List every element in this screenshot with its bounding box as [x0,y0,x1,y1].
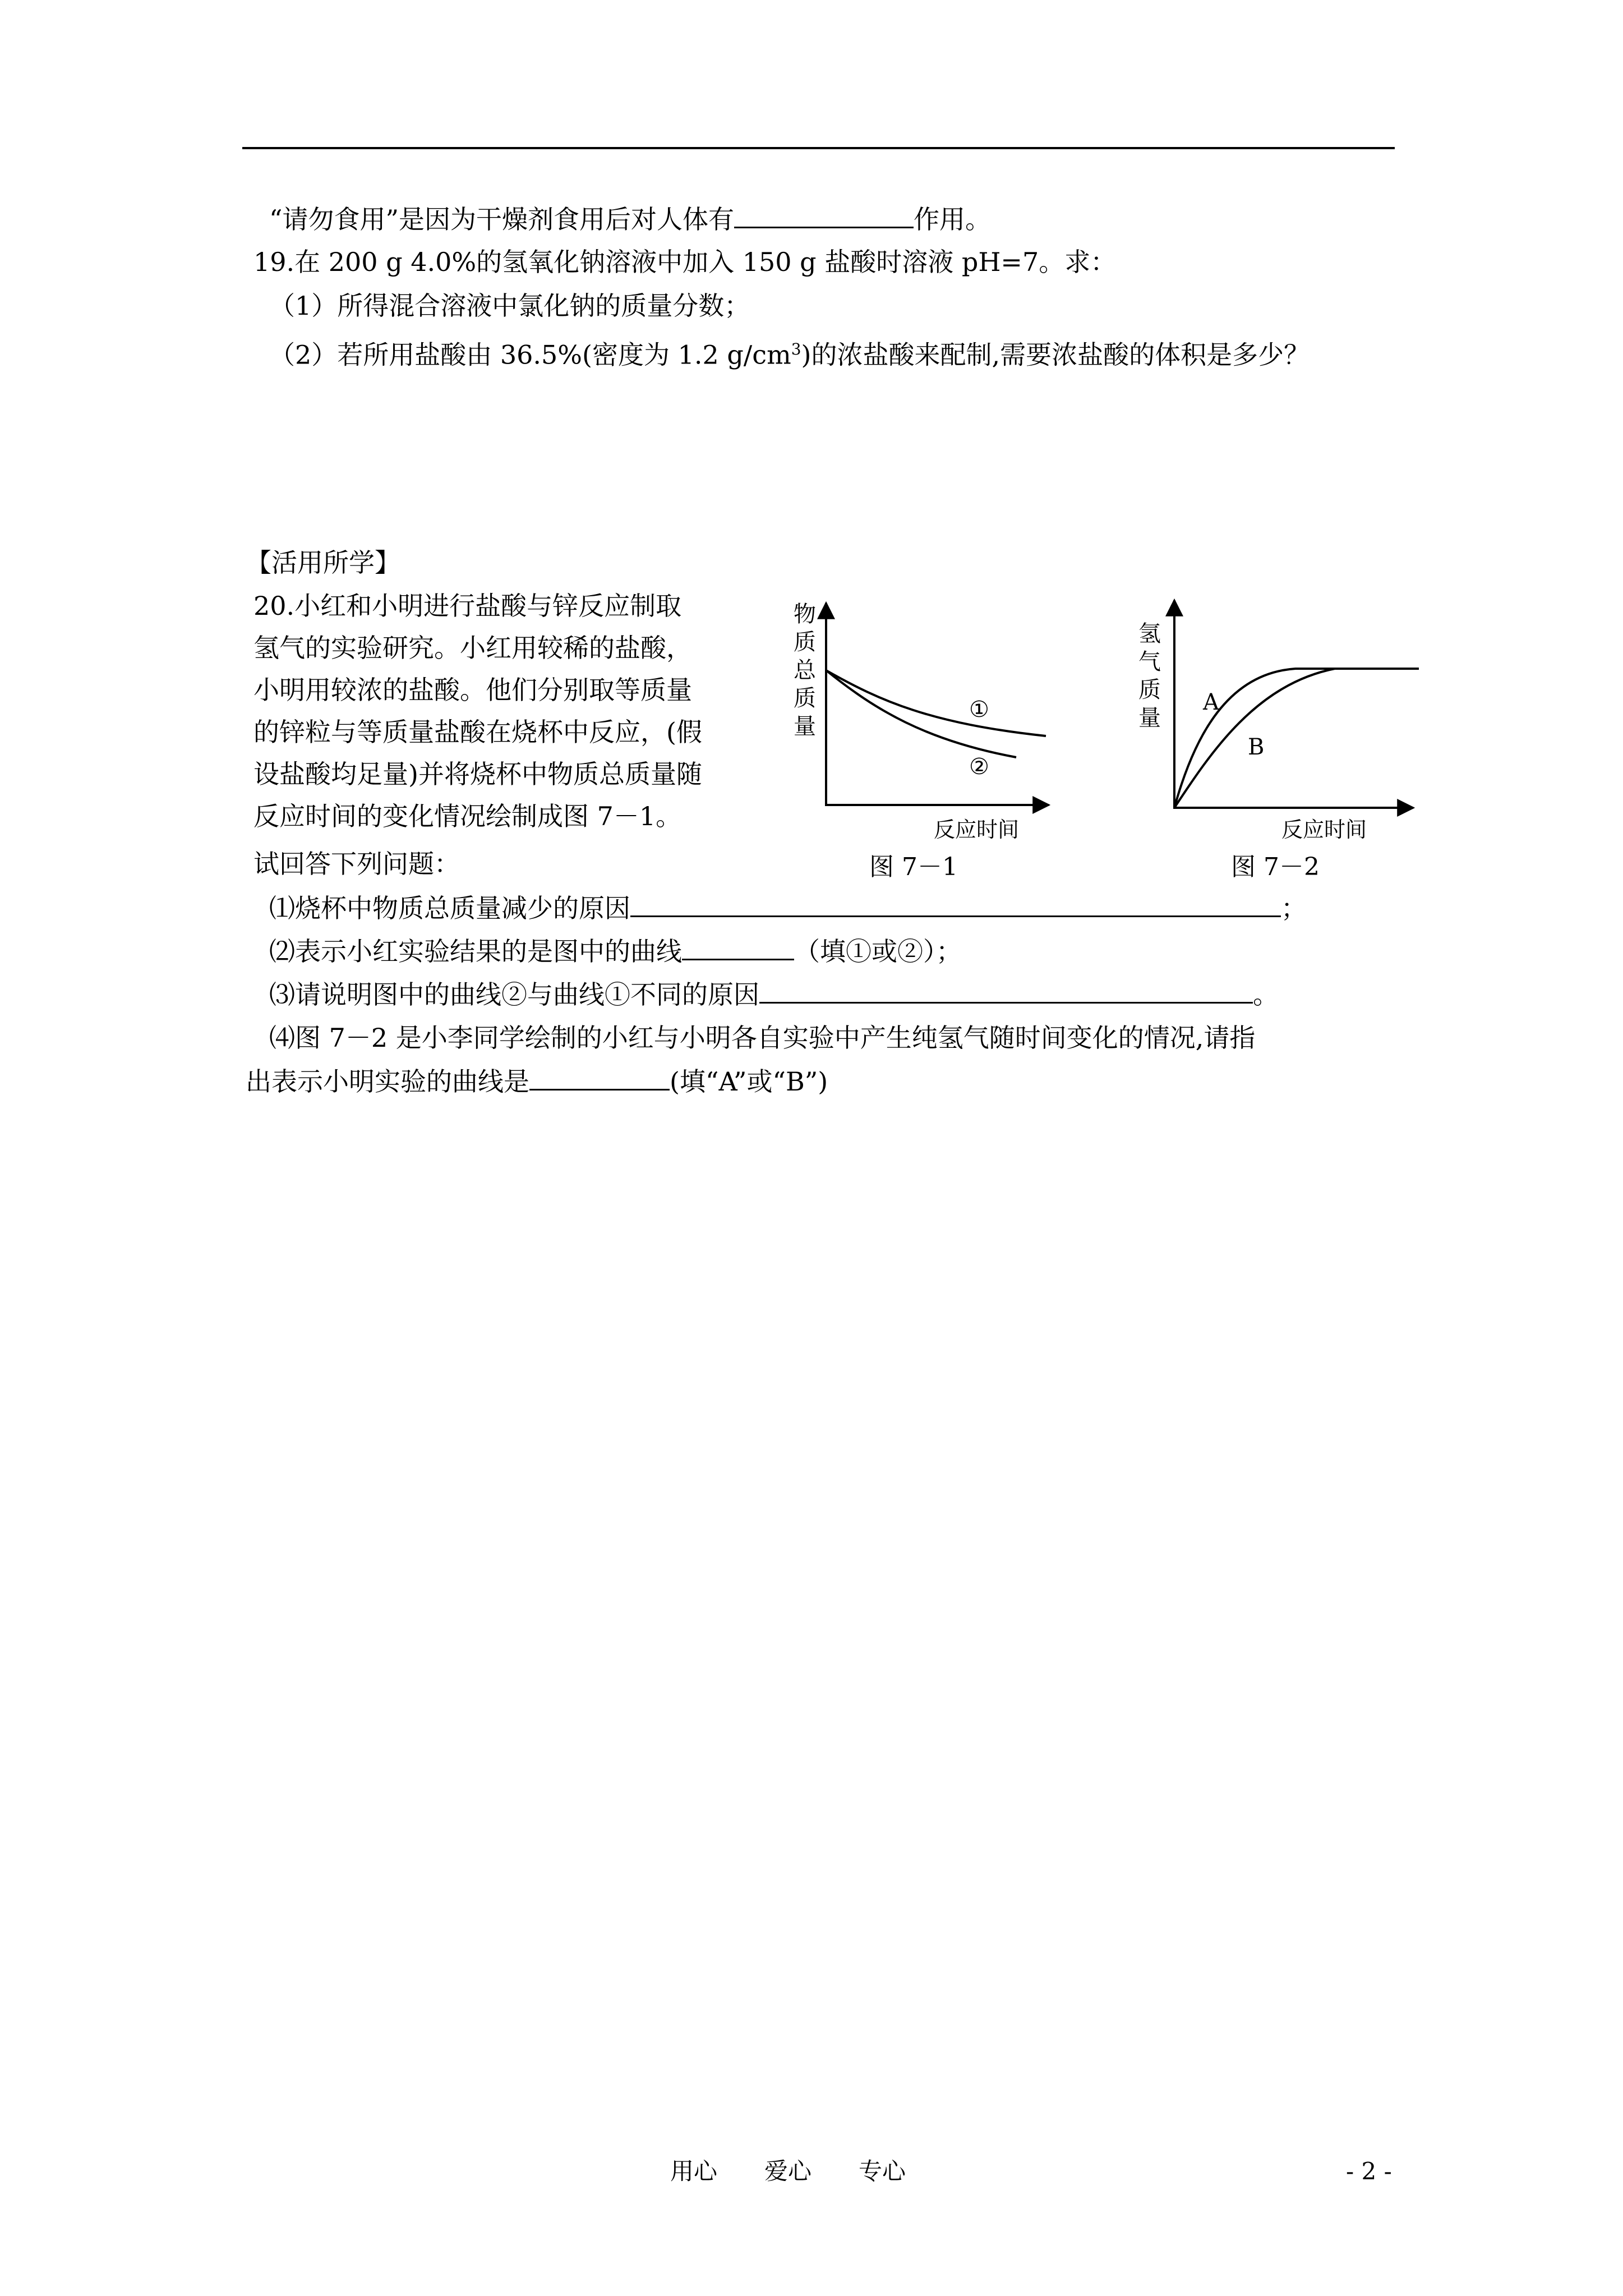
part2-text-end: )的浓盐酸来配制,需要浓盐酸的体积是多少？ [801,339,1310,370]
question-20-line5: 设盐酸均足量)并将烧杯中物质总质量随 [253,759,702,789]
y-label-char: 气 [1138,649,1161,675]
curve-1 [826,670,1046,736]
curve-A-label: A [1203,689,1219,715]
subquestion-2-end: （填①或②）； [794,936,962,967]
y-label-char: 质 [1138,677,1161,703]
question-19-part1: （1）所得混合溶液中氯化钠的质量分数； [269,291,750,321]
x-label: 反应时间 [1281,817,1367,842]
question-20-line3: 小明用较浓的盐酸。他们分别取等质量 [253,675,692,705]
question-19-part2 [269,333,1310,371]
footer-motto: 用心 爱心 专心 [670,2157,906,2185]
section-heading: 【活用所学】 [246,547,400,578]
answer-blank-1[interactable] [630,891,1281,917]
subquestion-3-end: 。 [1253,979,1279,1010]
desiccant-text: “请勿食用”是因为干燥剂食用后对人体有 [269,204,735,234]
desiccant-text-end: 作用。 [914,204,992,234]
curve-B-label: B [1248,734,1265,760]
answer-blank-effect[interactable] [734,202,914,228]
subquestion-3-text: ⑶请说明图中的曲线②与曲线①不同的原因 [269,979,759,1010]
part2-text: （2）若所用盐酸由 36.5%(密度为 1.2 g/cm [269,339,791,370]
x-label: 反应时间 [934,817,1020,842]
superscript-3: 3 [791,340,801,358]
question-20-line1: 20.小红和小明进行盐酸与锌反应制取 [253,591,682,621]
y-label-char: 量 [794,714,816,739]
curve-2-label: ② [969,754,989,780]
question-20-line6: 反应时间的变化情况绘制成图 7－1。 [253,801,682,831]
y-label-char: 质 [794,685,816,711]
subquestion-1 [269,891,1307,925]
y-label-char: 量 [1138,705,1161,731]
header-rule [242,147,1395,149]
page-number: - 2 - [1346,2157,1392,2185]
question-20-line4: 的锌粒与等质量盐酸在烧杯中反应，(假 [253,717,702,747]
y-label-char: 质 [794,629,816,655]
question-20-line2: 氢气的实验研究。小红用较稀的盐酸， [253,633,692,663]
subquestion-2-text: ⑵表示小红实验结果的是图中的曲线 [269,936,682,967]
subquestion-4-end: (填“A”或“B”) [670,1066,828,1097]
subquestion-1-end: ； [1281,893,1307,923]
subquestion-1-text: ⑴烧杯中物质总质量减少的原因 [269,893,630,923]
subquestion-3 [269,977,1279,1011]
subquestion-4-cont [246,1064,828,1098]
answer-blank-4[interactable] [529,1064,670,1091]
subquestion-2 [269,934,962,968]
y-label-char: 氢 [1138,621,1161,647]
question-19: 19.在 200 g 4.0%的氢氧化钠溶液中加入 150 g 盐酸时溶液 pH=7。求： [253,247,1117,277]
question-20-line7: 试回答下列问题： [253,849,460,879]
y-label-char: 总 [794,657,816,683]
figure-caption: 图 7－2 [1231,853,1320,881]
figure-7-1 [763,589,1077,892]
subquestion-4: ⑷图 7－2 是小李同学绘制的小红与小明各自实验中产生纯氢气随时间变化的情况,请指 [269,1023,1256,1053]
y-label-char: 物 [794,601,816,627]
answer-blank-3[interactable] [759,977,1253,1004]
answer-blank-2[interactable] [682,934,794,960]
subquestion-4-text: 出表示小明实验的曲线是 [246,1066,529,1097]
figure-caption: 图 7－1 [869,853,958,881]
figure-7-2 [1127,589,1441,892]
curve-1-label: ① [969,697,989,723]
line-desiccant [269,202,991,236]
